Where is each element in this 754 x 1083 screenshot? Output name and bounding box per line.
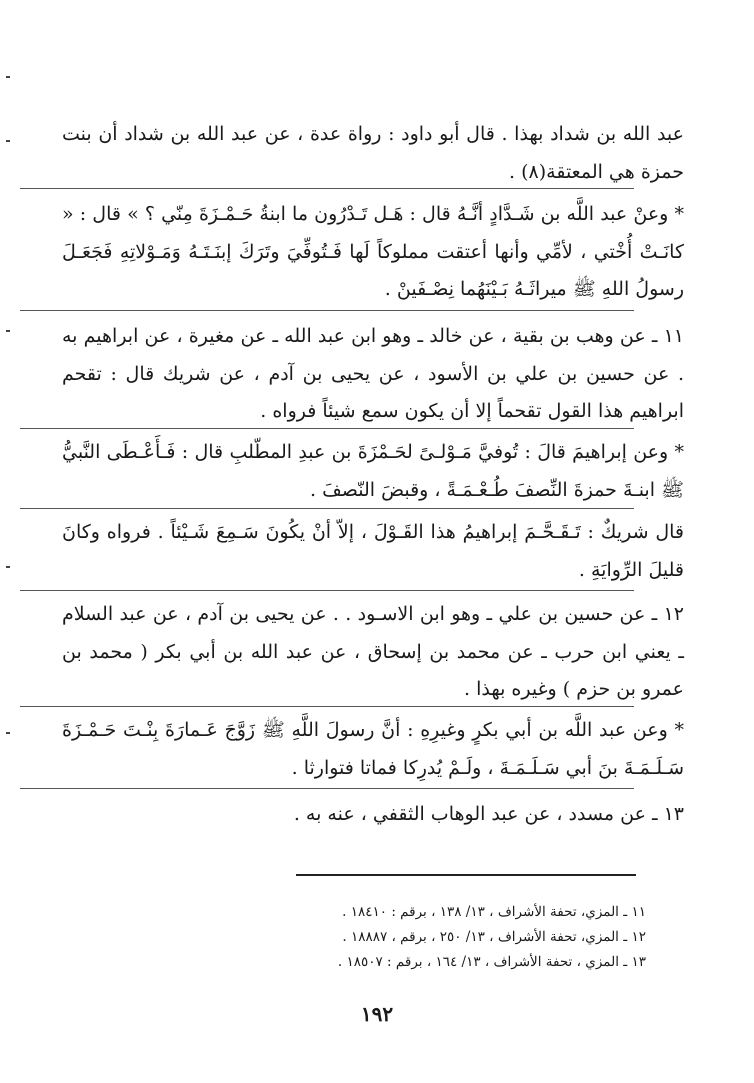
margin-mark bbox=[6, 76, 10, 78]
paragraph-text: عبد الله بن شداد بهذا . قال أبو داود : رواة عدة ، عن عبد الله بن شداد أن بنت حمزة هي المعتقة(٨) . bbox=[62, 123, 684, 183]
paragraph-4 bbox=[62, 434, 684, 509]
narration-chain-13: ١٣ ـ عن مسدد ، عن عبد الوهاب الثقفي ، عنه به . bbox=[293, 803, 684, 825]
section-divider bbox=[20, 428, 634, 429]
margin-mark bbox=[6, 566, 10, 568]
section-divider bbox=[20, 788, 634, 789]
hadith-text: * وعن إبراهيمَ قالَ : تُوفيَّ مَـوْلـىً لحَـمْزَةَ بن عبدِ المطّلبِ قال : فَـأَعْـطَى النَّبيُّ ﷺ ابنـةَ حمزةَ النِّصفَ طُـعْـمَـةً ، وقبضَ النّصفَ . bbox=[62, 441, 684, 501]
hadith-text: * وعنْ عبد اللَّه بن شَـدَّادٍ أنَّـهُ قال : هَـل تَـدْرُون ما ابنةُ حَـمْـزَةَ مِنّي ؟ » قال : « كانَـتْ أُخْتي ، لأمِّي وأنها أعتقت مملوكاً لَها فَـتُوفِّيَ وتَرَكَ إبنَـتَـهُ وَمَـوْلاتِهِ فَجَعَـلَ رسولُ اللهِ ﷺ ميراثَـهُ بَـيْنَهُما نِصْـفَينْ . bbox=[62, 203, 684, 300]
section-divider bbox=[20, 706, 634, 707]
section-divider bbox=[20, 508, 634, 509]
footnote-rule bbox=[296, 874, 636, 876]
footnote-12: ١٢ ـ المزي، تحفة الأشراف ، ١٣/ ٢٥٠ ، برقم ، ١٨٨٨٧ . bbox=[342, 929, 646, 945]
section-divider bbox=[20, 590, 634, 591]
narration-chain-11: ١١ ـ عن وهب بن بقية ، عن خالد ـ وهو ابن عبد الله ـ عن مغيرة ، عن ابراهيم به . عن حسين بن علي بن الأسود ، عن يحيى بن آدم ، عن شريك قال : تقحم ابراهيم هذا القول تقحماً إلا أن يكون سمع شيئاً فرواه . bbox=[62, 325, 684, 422]
paragraph-6 bbox=[62, 596, 684, 709]
paragraph-7 bbox=[62, 712, 684, 787]
paragraph-2 bbox=[62, 196, 684, 309]
footnote-11: ١١ ـ المزي، تحفة الأشراف ، ١٣/ ١٣٨ ، برقم : ١٨٤١٠ . bbox=[342, 904, 646, 920]
margin-mark bbox=[6, 732, 10, 734]
paragraph-8 bbox=[62, 796, 684, 834]
page-number: ١٩٢ bbox=[360, 1002, 394, 1026]
hadith-text: * وعن عبد اللَّه بن أبي بكرٍ وغيرِهِ : أنَّ رسولَ اللَّهِ ﷺ زَوَّجَ عَـمارَةَ بِنْـتَ حَـمْـزَةَ سَـلَـمَـةَ بنَ أبي سَـلَـمَـةَ ، ولَـمْ يُدرِكا فماتا فتوارثا . bbox=[62, 719, 684, 779]
paragraph-5 bbox=[62, 514, 684, 589]
comment-text: قال شريكٌ : تَـقَـحَّـمَ إبراهيمُ هذا القَـوْلَ ، إلاّ أنْ يكُونَ سَـمِعَ شَـيْئاً . فرواه وكانَ قليلَ الرِّوايَةِ . bbox=[62, 521, 685, 581]
footnote-13: ١٣ ـ المزي ، تحفة الأشراف ، ١٣/ ١٦٤ ، برقم : ١٨٥٠٧ . bbox=[337, 954, 646, 970]
section-divider bbox=[20, 188, 634, 189]
margin-mark bbox=[6, 140, 10, 142]
paragraph-1 bbox=[62, 116, 684, 191]
narration-chain-12: ١٢ ـ عن حسين بن علي ـ وهو ابن الاسـود . . عن يحيى بن آدم ، عن عبد السلام ـ يعني ابن حرب ـ عن محمد بن إسحاق ، عن عبد الله بن أبي بكر ( محمد بن عمرو بن حزم ) وغيره بهذا . bbox=[62, 603, 684, 700]
section-divider bbox=[20, 310, 634, 311]
footnotes bbox=[240, 900, 646, 975]
margin-mark bbox=[6, 330, 10, 332]
paragraph-3 bbox=[62, 318, 684, 431]
